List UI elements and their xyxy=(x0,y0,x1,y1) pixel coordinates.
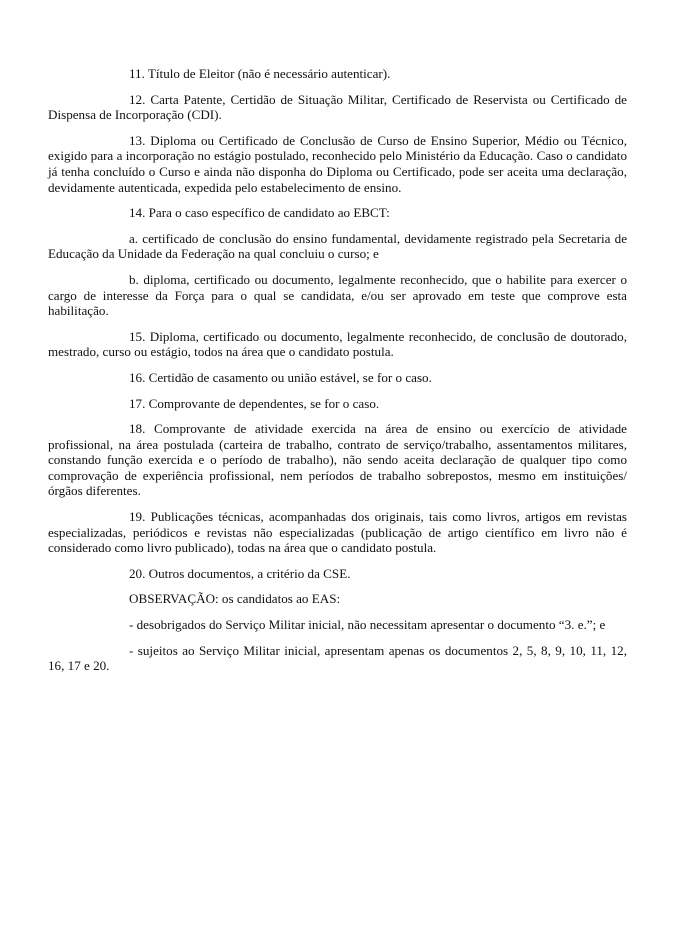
item-20: 20. Outros documentos, a critério da CSE. xyxy=(129,565,351,581)
item-16: 16. Certidão de casamento ou união estável, se for o caso. xyxy=(129,369,432,385)
item-12: 12. Carta Patente, Certidão de Situação Militar, Certificado de Reservista ou Certificado de Dispensa de Incorporação (CDI). xyxy=(48,91,627,123)
item-11: 11. Título de Eleitor (não é necessário autenticar). xyxy=(129,66,391,81)
document-page xyxy=(48,66,627,684)
observation-item-2: - sujeitos ao Serviço Militar inicial, apresentam apenas os documentos 2, 5, 8, 9, 10, 11, 12, 16, 17 e 20. xyxy=(48,642,627,674)
observation-heading: OBSERVAÇÃO: os candidatos ao EAS: xyxy=(129,591,341,607)
item-17: 17. Comprovante de dependentes, se for o caso. xyxy=(129,395,380,411)
item-14a: a. certificado de conclusão do ensino fundamental, devidamente registrado pela Secretaria de Educação da Unidade da Federação na qual concluiu o curso; e xyxy=(48,230,627,262)
item-18: 18. Comprovante de atividade exercida na área de ensino ou exercício de atividade profissional, na área postulada (carteira de trabalho, contrato de serviço/trabalho, assentamentos militares, constando função exercida e o período de trabalho), não sendo aceita declaração de qualquer tipo como comprovação de experiência profissional, nem períodos de trabalho sobrepostos, mesmo em instituições/órgãos diferentes. xyxy=(48,421,627,499)
item-14b: b. diploma, certificado ou documento, legalmente reconhecido, que o habilite para exercer o cargo de interesse da Força para o qual se candidata, e/ou ser aprovado em teste que comprove esta habilitação. xyxy=(48,271,627,319)
item-15: 15. Diploma, certificado ou documento, legalmente reconhecido, de conclusão de doutorado, mestrado, curso ou estágio, todos na área que o candidato postula. xyxy=(48,328,627,360)
observation-item-1: - desobrigados do Serviço Militar inicial, não necessitam apresentar o documento “3. e.”; e xyxy=(129,617,606,633)
item-13: 13. Diploma ou Certificado de Conclusão de Curso de Ensino Superior, Médio ou Técnico, exigido para a incorporação no estágio postulado, reconhecido pelo Ministério da Educação. Caso o candidato já tenha concluído o Curso e ainda não disponha do Diploma ou Certificado, pode ser aceita uma declaração, devidamente autenticada, expedida pelo estabelecimento de ensino. xyxy=(48,132,627,195)
item-19: 19. Publicações técnicas, acompanhadas dos originais, tais como livros, artigos em revistas especializadas, periódicos e revistas não especializadas (publicação de artigo científico em livro não é considerado como livro publicado), todas na área que o candidato postula. xyxy=(48,509,627,556)
item-14: 14. Para o caso específico de candidato ao EBCT: xyxy=(129,205,390,221)
